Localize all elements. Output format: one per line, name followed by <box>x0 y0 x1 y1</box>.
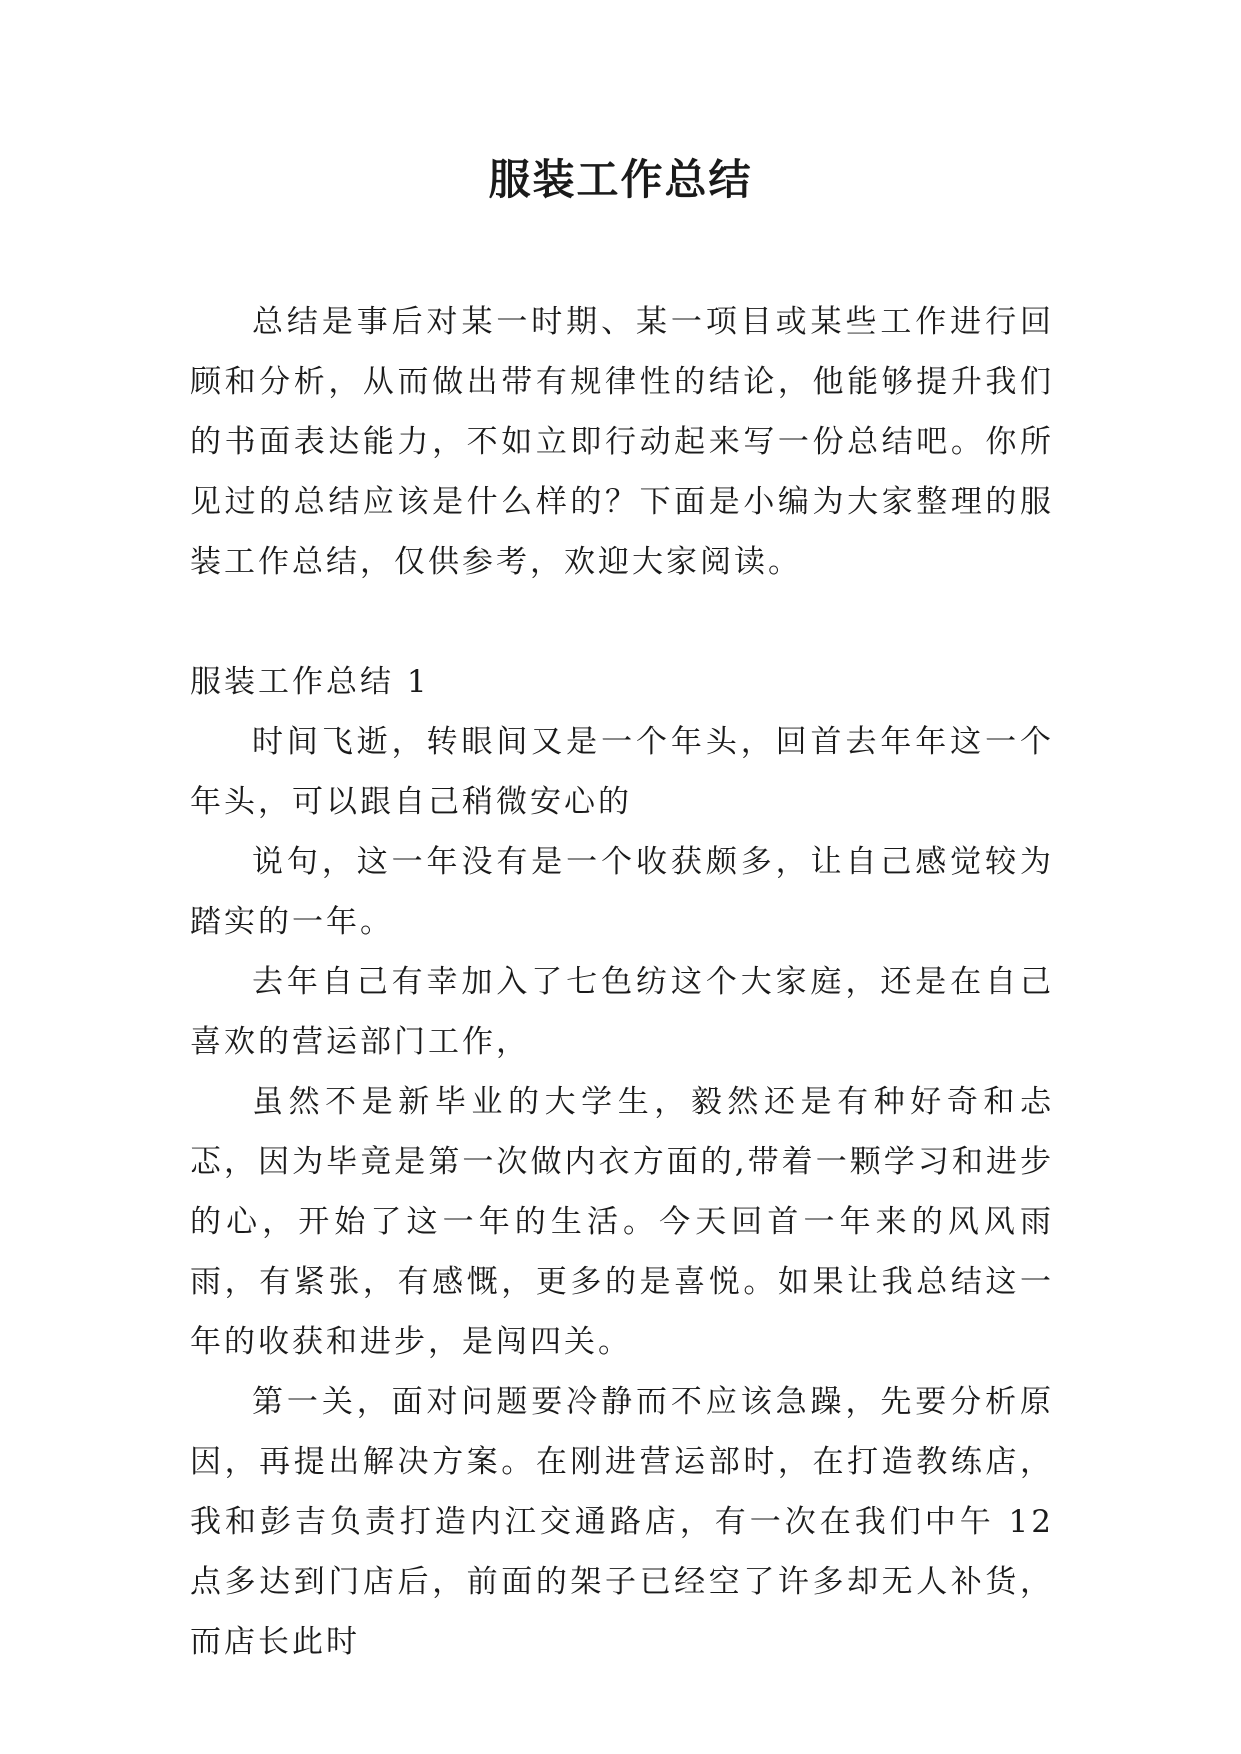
section-heading: 服装工作总结 1 <box>190 664 430 700</box>
document-title: 服装工作总结 <box>488 155 753 204</box>
paragraph-gap <box>190 592 1054 652</box>
body-paragraph: 虽然不是新毕业的大学生，毅然还是有种好奇和忐忑，因为毕竟是第一次做内衣方面的,带着一颗学习和进步的心，开始了这一年的生活。今天回首一年来的风风雨雨，有紧张，有感慨，更多的是喜悦。如果让我总结这一年的收获和进步，是闯四关。 <box>190 1084 1054 1360</box>
body-paragraph: 第一关，面对问题要冷静而不应该急躁，先要分析原因，再提出解决方案。在刚进营运部时，在打造教练店，我和彭吉负责打造内江交通路店，有一次在我们中午 12 点多达到门店后，前面的架子已经空了许多却无人补货，而店长此时 <box>190 1384 1054 1660</box>
body-paragraph: 时间飞逝，转眼间又是一个年头，回首去年年这一个年头，可以跟自己稍微安心的 <box>190 724 1054 820</box>
body-paragraph: 去年自己有幸加入了七色纺这个大家庭，还是在自己喜欢的营运部门工作， <box>190 964 1054 1060</box>
intro-paragraph: 总结是事后对某一时期、某一项目或某些工作进行回顾和分析，从而做出带有规律性的结论，他能够提升我们的书面表达能力，不如立即行动起来写一份总结吧。你所见过的总结应该是什么样的？下面是小编为大家整理的服装工作总结，仅供参考，欢迎大家阅读。 <box>190 304 1054 580</box>
body-paragraph: 说句，这一年没有是一个收获颇多，让自己感觉较为踏实的一年。 <box>190 844 1054 940</box>
document-body <box>190 292 1054 1672</box>
